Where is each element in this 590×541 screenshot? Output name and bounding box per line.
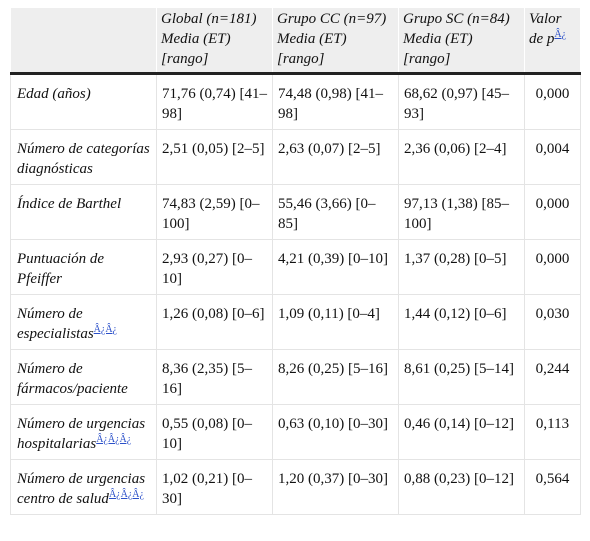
header-line: Media (ET) [403,31,473,47]
cell-grupo-sc: 68,62 (0,97) [45–93] [399,74,525,130]
cell-valor-p: 0,030 [525,295,581,350]
header-cell-grupo-cc [273,8,399,74]
header-text: de p [529,31,555,47]
cell-global: 2,93 (0,27) [0–10] [157,240,273,295]
table-row [11,74,581,130]
header-line: Media (ET) [277,31,347,47]
header-line: Media (ET) [161,31,231,47]
cell-grupo-cc: 0,63 (0,10) [0–30] [273,405,399,460]
table-row [11,460,581,515]
cell-grupo-sc: 0,46 (0,14) [0–12] [399,405,525,460]
cell-grupo-sc: 1,37 (0,28) [0–5] [399,240,525,295]
cell-global: 2,51 (0,05) [2–5] [157,130,273,185]
table-row [11,350,581,405]
cell-global: 8,36 (2,35) [5–16] [157,350,273,405]
cell-global: 1,02 (0,21) [0–30] [157,460,273,515]
row-label-cell [11,185,157,240]
cell-global: 74,83 (2,59) [0–100] [157,185,273,240]
row-label: Número de urgencias centro de salud [17,471,146,507]
cell-grupo-sc: 97,13 (1,38) [85–100] [399,185,525,240]
cell-valor-p: 0,113 [525,405,581,460]
header-line: Global (n=181) [161,11,257,27]
table-row [11,185,581,240]
cell-valor-p: 0,564 [525,460,581,515]
footnote-link[interactable]: Â¿Â¿Â¿ [108,489,144,500]
header-line: [rango] [161,51,209,67]
cell-global: 1,26 (0,08) [0–6] [157,295,273,350]
header-line: Grupo SC (n=84) [403,11,510,27]
cell-grupo-cc: 1,20 (0,37) [0–30] [273,460,399,515]
header-cell-grupo-sc [399,8,525,74]
row-label-cell [11,74,157,130]
row-label: Número de especialistas [17,306,94,342]
cell-valor-p: 0,244 [525,350,581,405]
row-label: Edad (años) [17,86,91,102]
header-line: [rango] [403,51,451,67]
row-label: Número de urgencias hospitalarias [17,416,146,452]
row-label-cell [11,295,157,350]
table-body [11,74,581,515]
header-line: Valor [529,11,562,27]
footnote-link[interactable]: Â¿Â¿ [93,324,117,335]
header-line: Grupo CC (n=97) [277,11,387,27]
row-label-cell [11,130,157,185]
table-row [11,295,581,350]
cell-grupo-cc: 4,21 (0,39) [0–10] [273,240,399,295]
cell-valor-p: 0,004 [525,130,581,185]
cell-global: 0,55 (0,08) [0–10] [157,405,273,460]
row-label-cell [11,350,157,405]
row-label: Número de fármacos/paciente [17,361,128,397]
row-label-cell [11,240,157,295]
cell-global: 71,76 (0,74) [41–98] [157,74,273,130]
cell-grupo-sc: 8,61 (0,25) [5–14] [399,350,525,405]
footnote-link[interactable]: Â¿Â¿Â¿ [96,434,132,445]
header-cell-global [157,8,273,74]
header-cell-valor-p [525,8,581,74]
cell-grupo-cc: 55,46 (3,66) [0–85] [273,185,399,240]
table-header-row [11,8,581,74]
header-cell-empty [11,8,157,74]
header-line [529,29,576,49]
cell-grupo-sc: 0,88 (0,23) [0–12] [399,460,525,515]
cell-grupo-cc: 74,48 (0,98) [41–98] [273,74,399,130]
row-label: Puntuación de Pfeiffer [17,251,105,287]
cell-valor-p: 0,000 [525,185,581,240]
cell-grupo-cc: 1,09 (0,11) [0–4] [273,295,399,350]
cell-valor-p: 0,000 [525,74,581,130]
cell-grupo-sc: 2,36 (0,06) [2–4] [399,130,525,185]
table-row [11,405,581,460]
table-row [11,130,581,185]
row-label-cell [11,460,157,515]
data-table [10,8,581,515]
cell-grupo-cc: 2,63 (0,07) [2–5] [273,130,399,185]
cell-grupo-sc: 1,44 (0,12) [0–6] [399,295,525,350]
row-label: Índice de Barthel [17,196,122,212]
header-line: [rango] [277,51,325,67]
table-row [11,240,581,295]
footnote-link[interactable]: Â¿ [554,29,567,40]
row-label-cell [11,405,157,460]
row-label: Número de categorías diagnósticas [17,141,150,177]
cell-valor-p: 0,000 [525,240,581,295]
cell-grupo-cc: 8,26 (0,25) [5–16] [273,350,399,405]
